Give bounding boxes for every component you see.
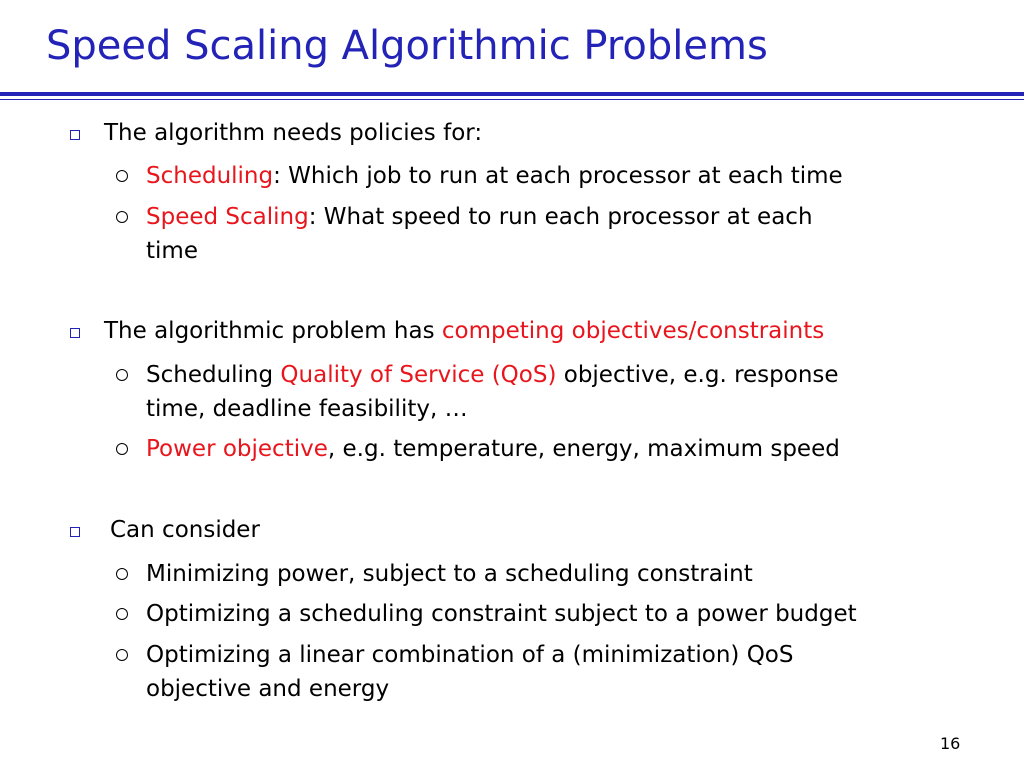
title-underline-thick xyxy=(0,92,1024,96)
circle-bullet-icon xyxy=(116,369,128,381)
subbullet-power-objective xyxy=(146,432,840,466)
circle-bullet-icon xyxy=(116,211,128,223)
subbullet-speed-scaling xyxy=(146,200,813,268)
subbullet-power-objective-text: , e.g. temperature, energy, maximum speed xyxy=(327,436,840,462)
subbullet-linear-combination-text: Optimizing a linear combination of a (minimization) QoS xyxy=(146,642,794,668)
subbullet-qos xyxy=(146,358,839,426)
subbullet-qos-cont: time, deadline feasibility, … xyxy=(146,396,468,422)
circle-bullet-icon xyxy=(116,608,128,620)
page-number: 16 xyxy=(940,734,961,753)
square-bullet-icon xyxy=(70,527,80,537)
subbullet-speed-scaling-cont: time xyxy=(146,238,198,264)
subbullet-qos-pre: Scheduling xyxy=(146,362,281,388)
bullet-competing-objectives xyxy=(104,315,824,347)
circle-bullet-icon xyxy=(116,568,128,580)
bullet-algorithm-policies: The algorithm needs policies for: xyxy=(104,120,483,146)
subbullet-linear-combination xyxy=(146,638,793,706)
subbullet-scheduling xyxy=(146,159,843,193)
title-underline-thin xyxy=(0,99,1024,100)
bullet-competing-objectives-text: The algorithmic problem has xyxy=(104,318,442,344)
subbullet-scheduling-text: : Which job to run at each processor at each time xyxy=(273,163,843,189)
highlight-speed-scaling: Speed Scaling xyxy=(146,204,309,230)
subbullet-power-budget: Optimizing a scheduling constraint subject to a power budget xyxy=(146,601,857,627)
subbullet-linear-combination-cont: objective and energy xyxy=(146,676,390,702)
highlight-scheduling: Scheduling xyxy=(146,163,274,189)
highlight-competing-objectives: competing objectives/constraints xyxy=(441,318,825,344)
circle-bullet-icon xyxy=(116,649,128,661)
subbullet-speed-scaling-text: : What speed to run each processor at each xyxy=(308,204,813,230)
square-bullet-icon xyxy=(70,328,80,338)
circle-bullet-icon xyxy=(116,170,128,182)
subbullet-qos-text: objective, e.g. response xyxy=(556,362,839,388)
slide-title: Speed Scaling Algorithmic Problems xyxy=(46,23,768,69)
highlight-power-objective: Power objective xyxy=(146,436,328,462)
circle-bullet-icon xyxy=(116,443,128,455)
square-bullet-icon xyxy=(70,130,80,140)
highlight-qos: Quality of Service (QoS) xyxy=(280,362,557,388)
bullet-can-consider: Can consider xyxy=(110,517,260,543)
subbullet-minimizing-power: Minimizing power, subject to a scheduling constraint xyxy=(146,561,753,587)
